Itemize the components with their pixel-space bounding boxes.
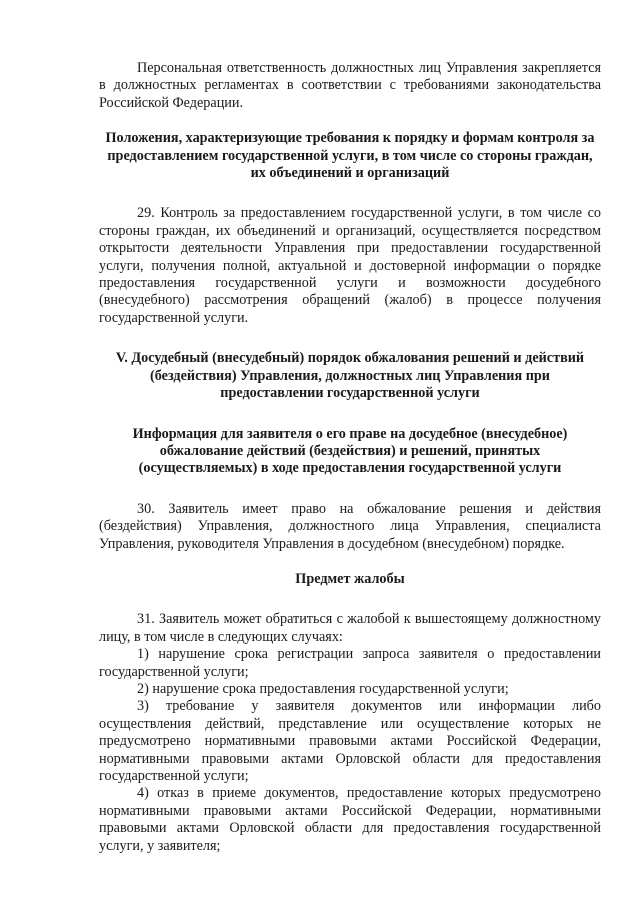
control-requirements-heading: Положения, характеризующие требования к порядку и формам контроля за предоставлением государственной услуги, в том числе со стороны граждан, их объединений и организаций bbox=[105, 130, 595, 182]
list-item: 1) нарушение срока регистрации запроса заявителя о предоставлении государственной услуги; bbox=[99, 646, 601, 680]
paragraph-29: 29. Контроль за предоставлением государственной услуги, в том числе со стороны граждан, их объединений и организаций, осуществляется посредством открытости деятельности Управления при предоставлении государственной услуги, получения полной, актуальной и достоверной информации о порядке предоставления государственной услуги и возможности досудебного (внесудебного) рассмотрения обращений (жалоб) в процессе получения государственной услуги. bbox=[99, 205, 601, 326]
list-item: 4) отказ в приеме документов, предоставление которых предусмотрено нормативными правовыми актами Российской Федерации, нормативными правовыми актами Орловской области для предоставления государственной услуги, у заявителя; bbox=[99, 785, 601, 854]
appeal-information-heading: Информация для заявителя о его праве на досудебное (внесудебное) обжалование действий (бездействия) и решений, принятых (осуществляемых) в ходе предоставления государственной услуги bbox=[132, 425, 568, 477]
paragraph-30: 30. Заявитель имеет право на обжалование решения и действия (бездействия) Управления, должностного лица Управления, специалиста Управления, руководителя Управления в досудебном (внесудебном) порядке. bbox=[99, 500, 601, 552]
intro-paragraph: Персональная ответственность должностных лиц Управления закрепляется в должностных регламентах в соответствии с требованиями законодательства Российской Федерации. bbox=[99, 60, 601, 111]
paragraph-31: 31. Заявитель может обратиться с жалобой к вышестоящему должностному лицу, в том числе в следующих случаях: bbox=[99, 611, 601, 645]
section-v-heading: V. Досудебный (внесудебный) порядок обжалования решений и действий (бездействия) Управления, должностных лиц Управления при предоставлении государственной услуги bbox=[115, 350, 585, 402]
complaint-subject-heading: Предмет жалобы bbox=[295, 570, 405, 587]
list-item: 3) требование у заявителя документов или информации либо осуществления действий, представление или осуществление которых не предусмотрено нормативными правовыми актами Российской Федерации, нормативными правовыми актами Орловской области для предоставления государственной услуги; bbox=[99, 698, 601, 784]
list-item: 2) нарушение срока предоставления государственной услуги; bbox=[137, 680, 509, 697]
document-body bbox=[99, 60, 601, 855]
